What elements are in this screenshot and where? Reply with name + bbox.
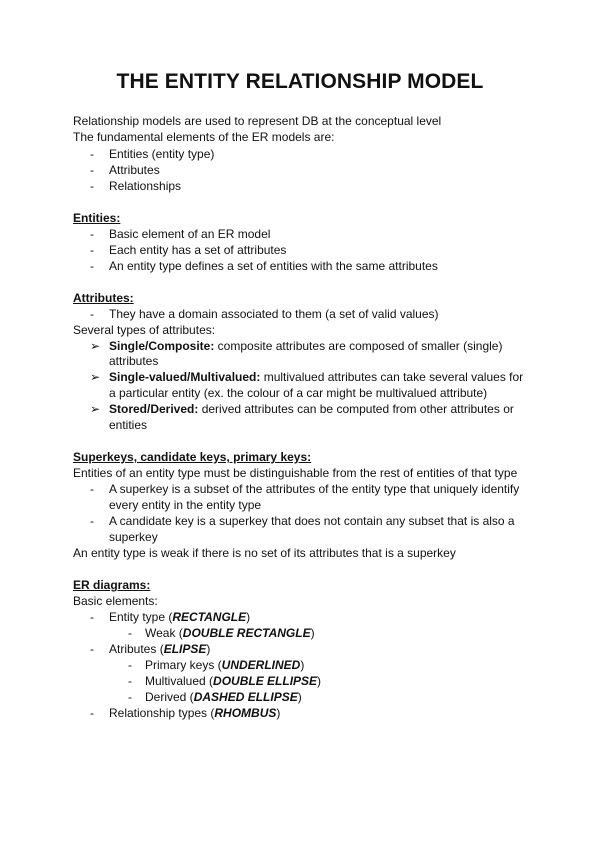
bullet-dash: - [90, 179, 94, 193]
attribute-type-term: Single/Composite: [109, 339, 215, 353]
er-element-text: Primary keys ( [145, 658, 222, 672]
intro-line-2: The fundamental elements of the ER models are: [73, 130, 335, 144]
er-heading: ER diagrams: [73, 578, 151, 592]
list-item: Attributes [109, 163, 160, 177]
bullet-dash: - [128, 626, 132, 640]
er-element [109, 706, 280, 721]
er-element-text: ) [297, 690, 302, 704]
page-title: THE ENTITY RELATIONSHIP MODEL [116, 70, 484, 93]
attribute-type-line [109, 339, 502, 354]
attribute-type-desc-cont: entities [109, 418, 148, 432]
er-element-shape: DOUBLE ELLIPSE [213, 674, 318, 688]
er-element-shape: UNDERLINED [221, 658, 301, 672]
list-item: They have a domain associated to them (a set of valid values) [109, 307, 439, 321]
list-item: Basic element of an ER model [109, 227, 271, 241]
list-item: A superkey is a subset of the attributes of the entity type that uniquely identify [109, 482, 520, 496]
er-element-text: Derived ( [145, 690, 194, 704]
list-item: Relationships [109, 179, 182, 193]
attribute-types-intro: Several types of attributes: [73, 323, 216, 337]
bullet-dash: - [90, 147, 94, 161]
er-element-text: ) [317, 674, 322, 688]
bullet-dash: - [128, 658, 132, 672]
bullet-dash: - [90, 307, 94, 321]
bullet-dash: - [128, 674, 132, 688]
arrow-bullet-icon: ➢ [90, 339, 101, 353]
er-element [109, 610, 250, 625]
list-item-cont: every entity in the entity type [109, 498, 262, 512]
list-item: Each entity has a set of attributes [109, 243, 287, 257]
er-element-text: Atributes ( [109, 642, 164, 656]
list-item: An entity type defines a set of entities with the same attributes [109, 259, 438, 273]
bullet-dash: - [90, 706, 94, 720]
list-item-cont: superkey [109, 530, 158, 544]
er-element-text: Entity type ( [109, 610, 173, 624]
attribute-type-desc-cont: attributes [109, 354, 159, 368]
arrow-bullet-icon: ➢ [90, 402, 101, 416]
attribute-type-line [109, 370, 523, 385]
er-element-shape: DASHED ELLIPSE [193, 690, 298, 704]
er-element-text: Multivalued ( [145, 674, 214, 688]
er-element [145, 690, 302, 705]
attribute-type-desc-cont: a particular entity (ex. the colour of a car might be multivalued attribute) [109, 386, 488, 400]
keys-heading: Superkeys, candidate keys, primary keys: [73, 450, 312, 464]
er-element-shape: DOUBLE RECTANGLE [182, 626, 311, 640]
bullet-dash: - [90, 514, 94, 528]
er-element [145, 674, 321, 689]
attribute-type-term: Stored/Derived: [109, 402, 199, 416]
bullet-dash: - [128, 690, 132, 704]
arrow-bullet-icon: ➢ [90, 370, 101, 384]
bullet-dash: - [90, 243, 94, 257]
er-element [109, 642, 210, 657]
er-element-text: ) [276, 706, 281, 720]
er-element-text: ) [206, 642, 211, 656]
attributes-heading: Attributes: [73, 291, 134, 305]
er-element-text: ) [310, 626, 315, 640]
er-element-shape: RHOMBUS [214, 706, 277, 720]
bullet-dash: - [90, 482, 94, 496]
bullet-dash: - [90, 259, 94, 273]
er-element-text: ) [246, 610, 251, 624]
bullet-dash: - [90, 227, 94, 241]
keys-outro: An entity type is weak if there is no set of its attributes that is a superkey [73, 546, 456, 560]
er-intro: Basic elements: [73, 594, 158, 608]
keys-intro: Entities of an entity type must be distinguishable from the rest of entities of that type [73, 466, 518, 480]
attribute-type-desc: composite attributes are composed of smaller (single) [214, 339, 503, 353]
entities-heading: Entities: [73, 211, 121, 225]
er-element-shape: RECTANGLE [172, 610, 247, 624]
er-element-text: ) [300, 658, 305, 672]
attribute-type-desc: derived attributes can be computed from other attributes or [198, 402, 514, 416]
attribute-type-desc: multivalued attributes can take several values for [260, 370, 524, 384]
intro-line-1: Relationship models are used to represent DB at the conceptual level [73, 114, 442, 128]
attribute-type-term: Single-valued/Multivalued: [109, 370, 261, 384]
bullet-dash: - [90, 642, 94, 656]
list-item: Entities (entity type) [109, 147, 215, 161]
list-item: A candidate key is a superkey that does not contain any subset that is also a [109, 514, 515, 528]
er-element-shape: ELIPSE [163, 642, 207, 656]
bullet-dash: - [90, 163, 94, 177]
bullet-dash: - [90, 610, 94, 624]
er-element-text: Relationship types ( [109, 706, 215, 720]
er-element [145, 626, 315, 641]
er-element-text: Weak ( [145, 626, 183, 640]
attribute-type-line [109, 402, 514, 417]
er-element [145, 658, 304, 673]
